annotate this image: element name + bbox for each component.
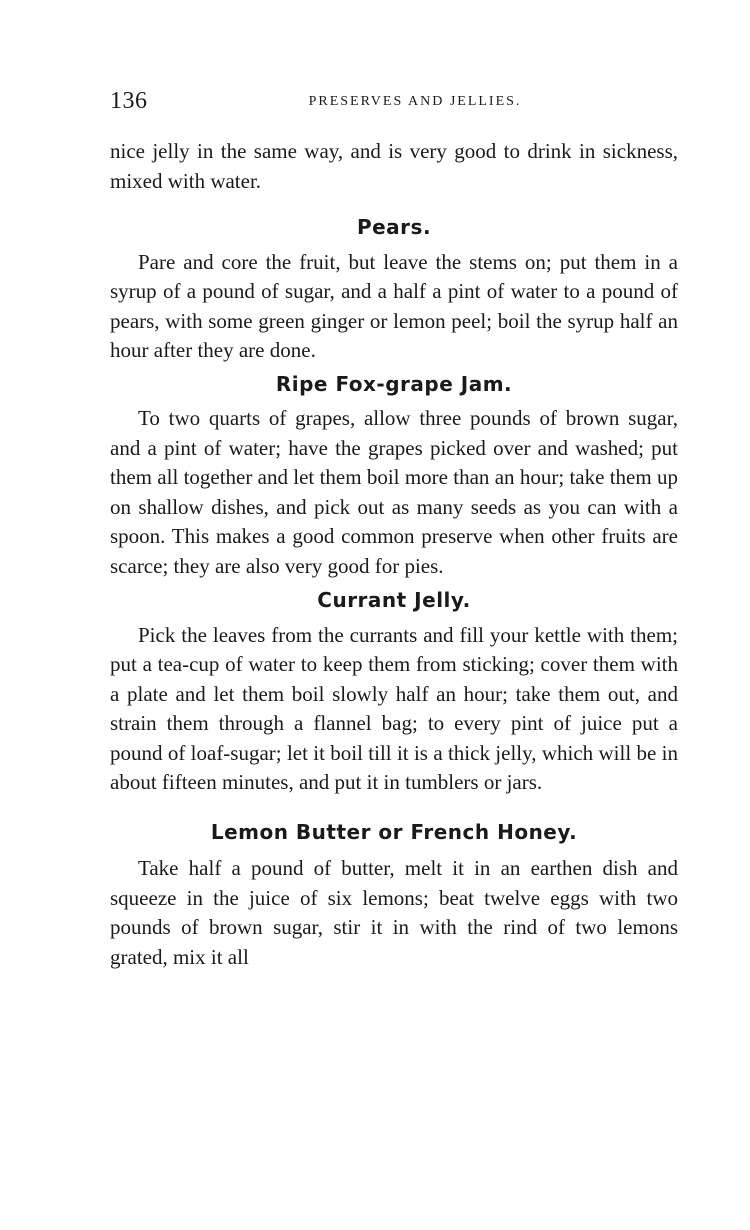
recipe-title-lemon-butter: Lemon Butter or French Honey. <box>210 819 578 844</box>
continuation-paragraph: nice jelly in the same way, and is very good to drink in sickness, mixed with water. <box>110 139 678 193</box>
recipe-text-pears: Pare and core the fruit, but leave the stems on; put them in a syrup of a pound of sugar, and a half a pint of water to a pound of pears, with some green ginger or lemon peel; boil the syrup half an hour after they are done. <box>110 249 678 362</box>
page-body <box>110 137 678 972</box>
page-header <box>110 88 680 118</box>
recipe-text-lemon-butter: Take half a pound of butter, melt it in an earthen dish and squeeze in the juice of six lemons; beat twelve eggs with two pounds of brown sugar, stir it in with the rind of two lemons grated, mix it all <box>110 856 678 969</box>
recipe-text-currant-jelly: Pick the leaves from the currants and fill your kettle with them; put a tea-cup of water to keep them from sticking; cover them with a plate and let them boil slowly half an hour; take them out, and strain them through a flannel bag; to every pint of juice put a pound of loaf-sugar; let it boil till it is a thick jelly, which will be in about fifteen minutes, and put it in tumblers or jars. <box>110 622 678 794</box>
recipe-text-fox-grape-jam: To two quarts of grapes, allow three pounds of brown sugar, and a pint of water; have the grapes picked over and washed; put them all together and let them boil more than an hour; take them up on shallow dishes, and pick out as many seeds as you can with a spoon. This makes a good common preserve when other fruits are scarce; they are also very good for pies. <box>110 406 678 578</box>
page-number: 136 <box>110 88 148 114</box>
running-head: PRESERVES AND JELLIES. <box>308 94 522 109</box>
recipe-title-pears: Pears. <box>356 215 432 239</box>
recipe-title-currant-jelly: Currant Jelly. <box>317 588 471 612</box>
recipe-title-fox-grape-jam: Ripe Fox-grape Jam. <box>275 371 513 396</box>
